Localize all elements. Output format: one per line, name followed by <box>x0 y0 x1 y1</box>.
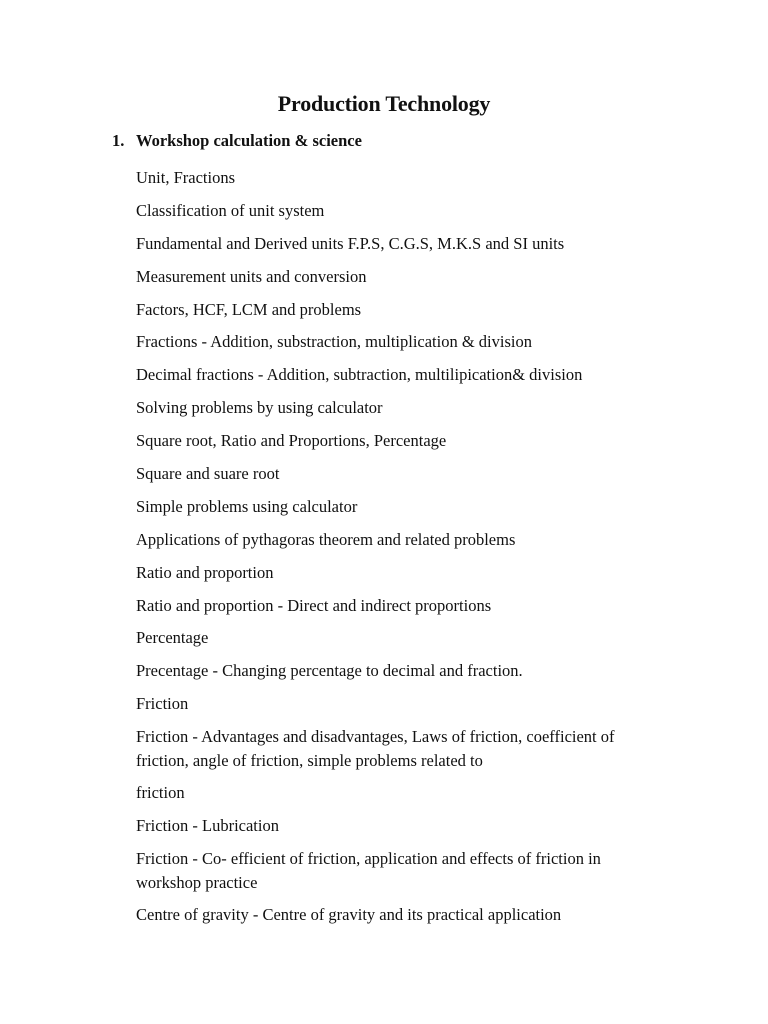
topic-item: Ratio and proportion - Direct and indirect proportions <box>136 595 492 615</box>
topic-item: Decimal fractions - Addition, subtraction, multilipication& division <box>136 365 583 385</box>
topic-item: Measurement units and conversion <box>136 266 367 286</box>
topic-item: Ratio and proportion <box>136 562 274 582</box>
topic-list <box>136 166 666 936</box>
topic-item: Factors, HCF, LCM and problems <box>136 299 362 319</box>
topic-item: Friction - Lubrication <box>136 816 279 836</box>
topic-item: Percentage <box>136 628 209 648</box>
document-title: Production Technology <box>277 91 491 116</box>
topic-item: Centre of gravity - Centre of gravity and its practical application <box>136 904 562 924</box>
section-heading <box>112 131 362 151</box>
topic-item: Square and suare root <box>136 464 280 484</box>
topic-item: Fundamental and Derived units F.P.S, C.G.S, M.K.S and SI units <box>136 233 565 253</box>
topic-item: Precentage - Changing percentage to decimal and fraction. <box>136 661 523 681</box>
topic-item: Applications of pythagoras theorem and related problems <box>136 529 516 549</box>
section-heading-text: Workshop calculation & science <box>136 131 362 150</box>
topic-item: Friction - Co- efficient of friction, application and effects of friction in workshop practice <box>136 848 601 892</box>
topic-item: friction <box>136 783 185 803</box>
topic-item: Fractions - Addition, substraction, multiplication & division <box>136 332 532 352</box>
topic-item: Solving problems by using calculator <box>136 398 383 418</box>
topic-item: Simple problems using calculator <box>136 496 358 516</box>
topic-item: Friction <box>136 694 189 714</box>
section-number: 1. <box>112 131 125 150</box>
topic-item: Unit, Fractions <box>136 168 235 187</box>
topic-item: Classification of unit system <box>136 200 325 220</box>
topic-item: Square root, Ratio and Proportions, Percentage <box>136 431 447 451</box>
topic-item: Friction - Advantages and disadvantages, Laws of friction, coefficient of friction, angle of friction, simple problems related to <box>136 727 615 771</box>
